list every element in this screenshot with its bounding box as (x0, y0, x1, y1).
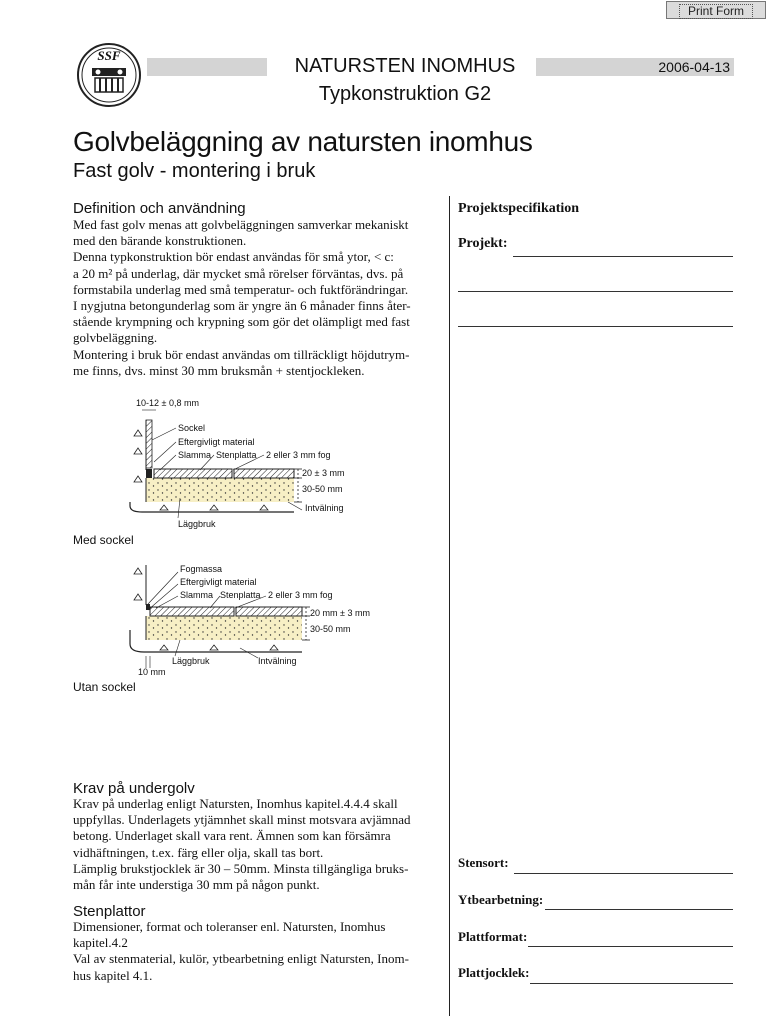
d1-stenplatta-label: Stenplatta (216, 450, 257, 460)
definition-heading: Definition och användning (73, 200, 246, 217)
d2-stenplatta-label: Stenplatta (220, 590, 261, 600)
logo-text: SSF (97, 48, 121, 63)
krav-line: betong. Underlaget skall vara rent. Ämnen som kan försämra (73, 828, 391, 844)
column-divider (449, 196, 450, 1016)
stenplattor-line: hus kapitel 4.1. (73, 967, 153, 983)
krav-line: vidhäftningen, t.ex. färg eller olja, skall tas bort. (73, 844, 324, 860)
d2-slamma-label: Slamma (180, 590, 214, 600)
definition-line: Montering i bruk bör endast användas om tillräckligt höjdutrym- (73, 346, 410, 362)
header-subtitle: Typkonstruktion G2 (318, 83, 492, 105)
diagram1-caption: Med sockel (73, 533, 134, 547)
plattjocklek-label: Plattjocklek: (458, 965, 530, 980)
header-date: 2006-04-13 (536, 58, 734, 76)
d1-slamma-label: Slamma (178, 450, 212, 460)
krav-line: mån får inte understiga 30 mm på någon punkt. (73, 877, 320, 893)
d2-fogmassa-label: Fogmassa (180, 564, 223, 574)
d2-bottom-label: 10 mm (138, 667, 166, 677)
print-form-label: Print Form (679, 4, 753, 19)
d1-intvalning-label: Intvälning (305, 503, 344, 513)
ssf-logo (76, 42, 142, 108)
stensort-field[interactable] (514, 873, 733, 874)
print-form-button[interactable] (666, 1, 766, 19)
d1-laggbruk-label: Läggbruk (178, 519, 216, 529)
ytbearbetning-label: Ytbearbetning: (458, 892, 544, 907)
projektspecifikation-heading: Projektspecifikation (458, 201, 580, 216)
d2-fog-label: 2 eller 3 mm fog (268, 590, 333, 600)
krav-heading: Krav på undergolv (73, 780, 195, 797)
projekt-field-3[interactable] (458, 326, 733, 327)
page-title: Golvbeläggning av natursten inomhus (73, 126, 533, 157)
definition-line: I nygjutna betongunderlag som är yngre än 6 månader finns åter- (73, 298, 411, 314)
krav-text (73, 796, 449, 893)
d1-fog-label: 2 eller 3 mm fog (266, 450, 331, 460)
diagram2-caption: Utan sockel (73, 680, 136, 694)
definition-line: Med fast golv menas att golvbeläggningen samverkar mekaniskt (73, 217, 409, 232)
definition-line: me finns, dvs. minst 30 mm bruksmån + stentjockleken. (73, 362, 365, 378)
definition-line: formstabila underlag med små temperatur- och fuktförändringar. (73, 281, 409, 297)
stenplattor-line: Dimensioner, format och toleranser enl. Natursten, Inomhus (73, 919, 386, 934)
stenplattor-line: kapitel.4.2 (73, 935, 128, 951)
definition-line: a 20 m² på underlag, där mycket små rörelser förväntas, dvs. på (73, 265, 404, 281)
definition-line: Denna typkonstruktion bör endast användas för små ytor, < c: (73, 249, 394, 265)
krav-line: uppfyllas. Underlagets ytjämnhet skall minst motsvara avjämnad (73, 812, 411, 828)
stenplattor-heading: Stenplattor (73, 903, 146, 920)
stenplattor-text (73, 919, 449, 984)
d2-thick-label: 20 mm ± 3 mm (310, 608, 370, 618)
definition-line: stående krympning och krypning som gör det olämpligt med fast (73, 314, 410, 330)
d2-bruk-label: 30-50 mm (310, 624, 351, 634)
projekt-label: Projekt: (458, 236, 508, 251)
stenplattor-line: Val av stenmaterial, kulör, ytbearbetning enligt Natursten, Inom- (73, 951, 409, 967)
d1-sockel-label: Sockel (178, 423, 206, 433)
krav-line: Krav på underlag enligt Natursten, Inomhus kapitel.4.4.4 skall (73, 796, 398, 811)
d2-intvalning-label: Intvälning (258, 656, 297, 666)
definition-line: golvbeläggning. (73, 330, 158, 346)
d1-eftergivligt-label: Eftergivligt material (178, 437, 255, 447)
plattjocklek-field[interactable] (530, 983, 733, 984)
d2-laggbruk-label: Läggbruk (172, 656, 210, 666)
definition-line: med den bärande konstruktionen. (73, 233, 247, 249)
krav-line: Lämplig brukstjocklek är 30 – 50mm. Minsta tillgängliga bruks- (73, 860, 409, 876)
header-title: NATURSTEN INOMHUS (294, 55, 516, 77)
page-subtitle: Fast golv - montering i bruk (73, 160, 316, 182)
d2-eftergivligt-label: Eftergivligt material (180, 577, 257, 587)
ytbearbetning-field[interactable] (545, 909, 733, 910)
definition-text (73, 217, 449, 379)
projekt-field-2[interactable] (458, 291, 733, 292)
d1-thick-label: 20 ± 3 mm (302, 468, 345, 478)
d1-top-label: 10-12 ± 0,8 mm (136, 398, 199, 408)
header-bar-left (147, 58, 267, 76)
plattformat-field[interactable] (528, 946, 733, 947)
stensort-label: Stensort: (458, 855, 509, 870)
plattformat-label: Plattformat: (458, 929, 528, 944)
d1-bruk-label: 30-50 mm (302, 484, 343, 494)
projekt-field-1[interactable] (513, 256, 733, 257)
